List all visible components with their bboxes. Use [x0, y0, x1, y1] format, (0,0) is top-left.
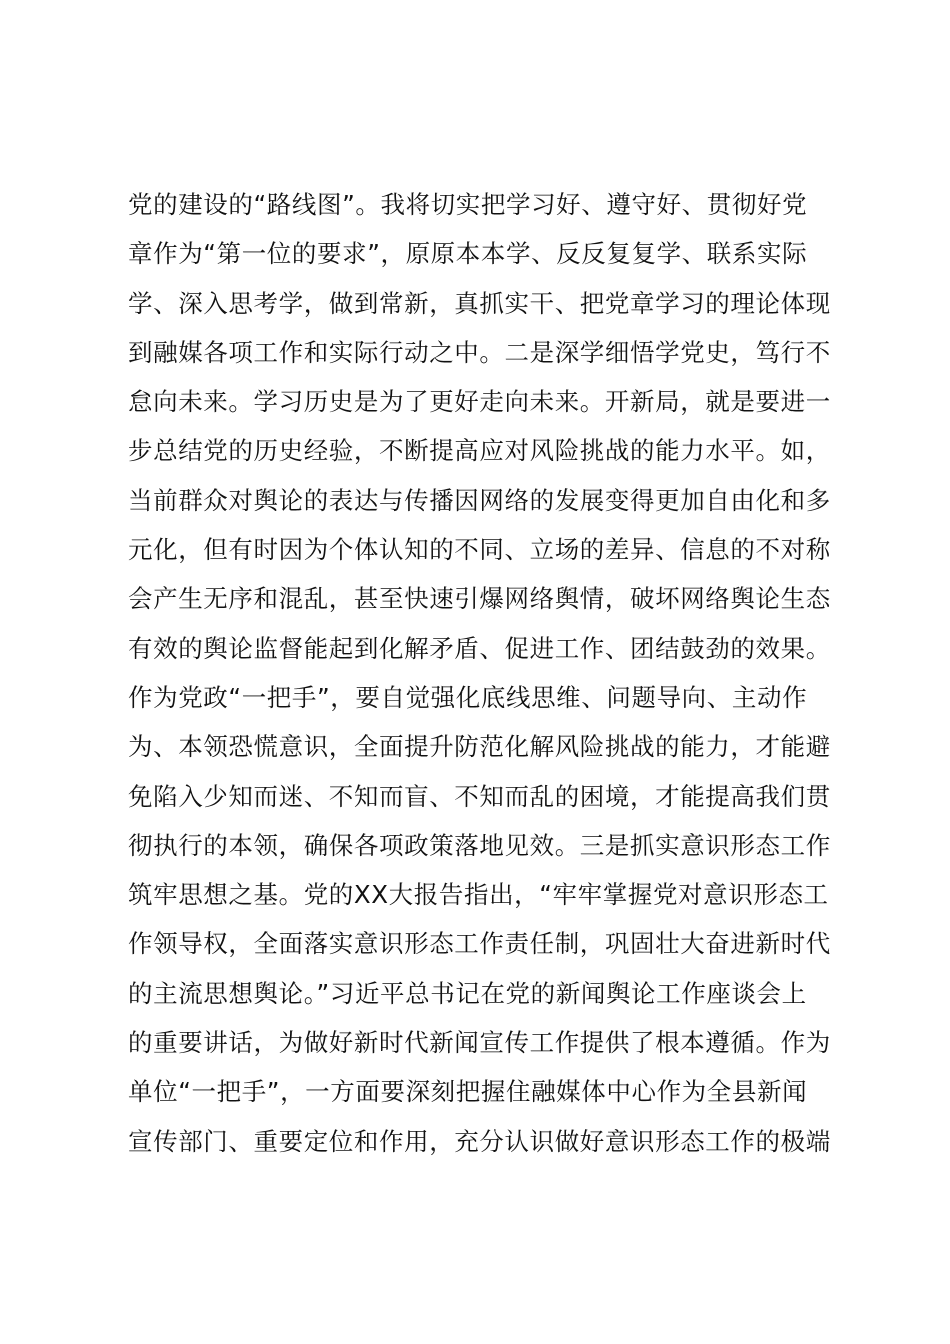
text-line: 党的建设的“路线图”。我将切实把学习好、遵守好、贯彻好党 [128, 190, 808, 219]
text-line: 章作为“第一位的要求”，原原本本学、反反复复学、联系实际 [128, 239, 808, 269]
text-line: 元化，但有时因为个体认知的不同、立场的差异、信息的不对称 [128, 535, 831, 565]
text-line: 当前群众对舆论的表达与传播因网络的发展变得更加自由化和多 [128, 485, 831, 515]
text-line: 筑牢思想之基。党的XX大报告指出，“牢牢掌握党对意识形态工 [128, 880, 829, 910]
text-line: 怠向未来。学习历史是为了更好走向未来。开新局，就是要进一 [128, 387, 831, 417]
text-line: 的重要讲话，为做好新时代新闻宣传工作提供了根本遵循。作为 [128, 1028, 831, 1058]
text-line: 学、深入思考学，做到常新，真抓实干、把党章学习的理论体现 [128, 288, 831, 318]
text-line: 免陷入少知而迷、不知而盲、不知而乱的困境，才能提高我们贯 [128, 781, 831, 811]
text-line: 为、本领恐慌意识，全面提升防范化解风险挑战的能力，才能避 [128, 732, 831, 762]
text-line: 到融媒各项工作和实际行动之中。二是深学细悟学党史，笃行不 [128, 337, 831, 367]
text-line: 作领导权，全面落实意识形态工作责任制，巩固壮大奋进新时代 [128, 929, 831, 959]
text-line: 的主流思想舆论。”习近平总书记在党的新闻舆论工作座谈会上 [128, 978, 807, 1008]
text-line: 步总结党的历史经验，不断提高应对风险挑战的能力水平。如， [128, 436, 831, 466]
text-line: 宣传部门、重要定位和作用，充分认识做好意识形态工作的极端 [128, 1126, 831, 1156]
text-line: 单位“一把手”，一方面要深刻把握住融媒体中心作为全县新闻 [128, 1077, 808, 1107]
text-line: 作为党政“一把手”，要自觉强化底线思维、问题导向、主动作 [128, 682, 808, 712]
text-line: 有效的舆论监督能起到化解矛盾、促进工作、团结鼓劲的效果。 [128, 633, 831, 663]
text-line: 彻执行的本领，确保各项政策落地见效。三是抓实意识形态工作 [128, 830, 831, 860]
text-line: 会产生无序和混乱，甚至快速引爆网络舆情，破坏网络舆论生态 [128, 584, 831, 614]
body-text [128, 180, 858, 1166]
